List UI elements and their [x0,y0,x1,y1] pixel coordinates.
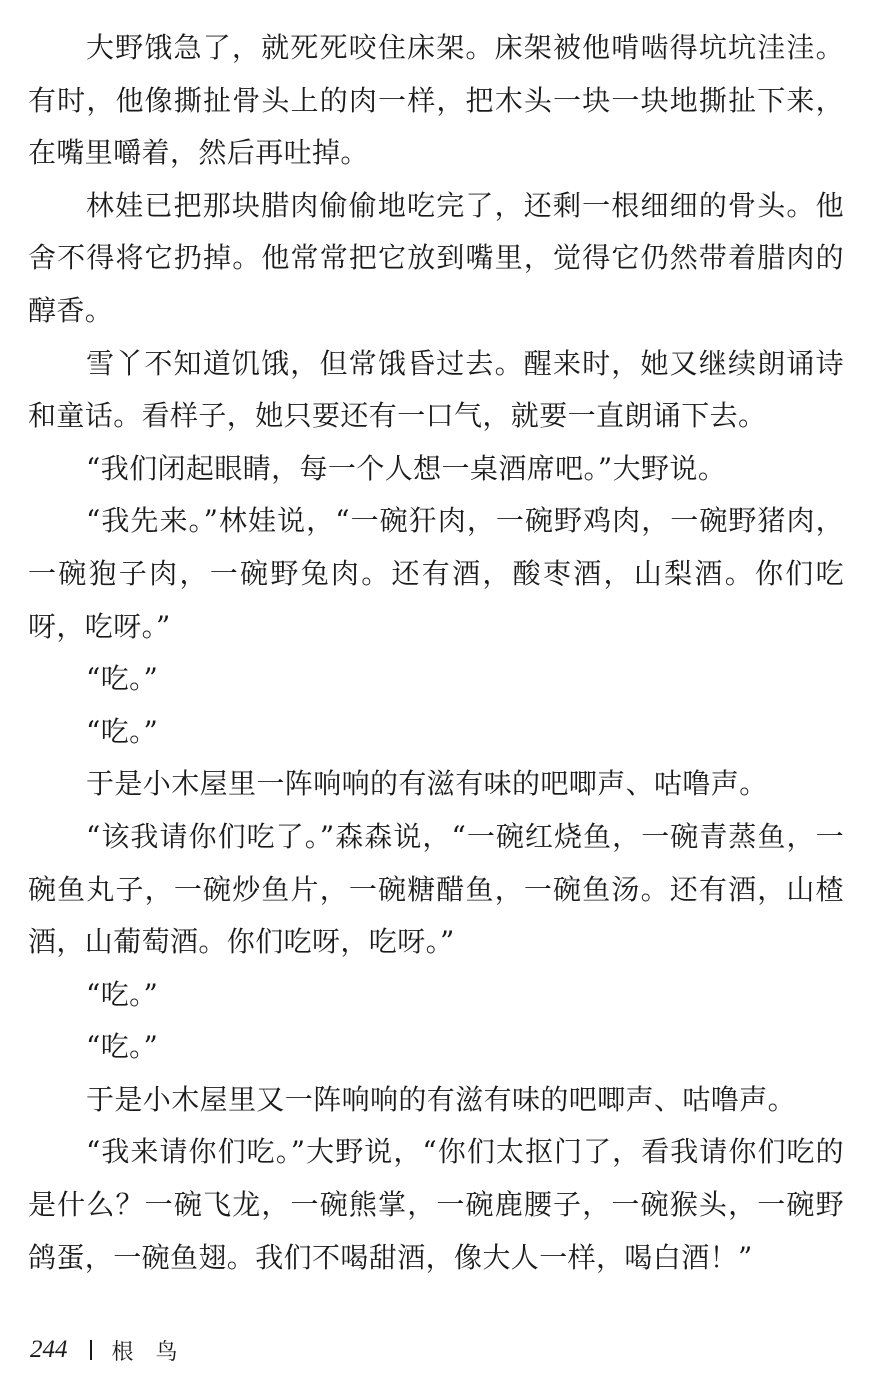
paragraph: 林娃已把那块腊肉偷偷地吃完了，还剩一根细细的骨头。他舍不得将它扔掉。他常常把它放到嘴里，觉得它仍然带着腊肉的醇香。 [28,188,844,327]
paragraph: 雪丫不知道饥饿，但常饿昏过去。醒来时，她又继续朗诵诗和童话。看样子，她只要还有一口气，就要一直朗诵下去。 [28,346,844,433]
paragraph: “我来请你们吃。”大野说，“你们太抠门了，看我请你们吃的是什么？一碗飞龙，一碗熊掌，一碗鹿腰子，一碗猴头，一碗野鸽蛋，一碗鱼翅。我们不喝甜酒，像大人一样，喝白酒！” [28,1135,844,1274]
paragraph: “吃。” [86,714,159,748]
paragraph: 于是小木屋里一阵响响的有滋有味的吧唧声、咕噜声。 [86,767,768,801]
page-footer [30,1330,200,1370]
paragraph: “我先来。”林娃说，“一碗犴肉，一碗野鸡肉，一碗野猪肉，一碗狍子肉，一碗野兔肉。还有酒，酸枣酒，山梨酒。你们吃呀，吃呀。” [28,504,844,643]
footer-divider [90,1340,92,1360]
paragraph: “我们闭起眼睛，每一个人想一桌酒席吧。”大野说。 [86,451,727,485]
paragraph: “该我请你们吃了。”森森说，“一碗红烧鱼，一碗青蒸鱼，一碗鱼丸子，一碗炒鱼片，一碗糖醋鱼，一碗鱼汤。还有酒，山楂酒，山葡萄酒。你们吃呀，吃呀。” [28,819,844,959]
paragraph: 于是小木屋里又一阵响响的有滋有味的吧唧声、咕噜声。 [86,1082,797,1116]
book-title: 根鸟 [111,1339,200,1365]
paragraph: “吃。” [86,977,159,1011]
paragraph: “吃。” [86,1030,159,1064]
paragraph: “吃。” [86,662,159,696]
page-number: 244 [30,1336,68,1363]
page-body [28,22,844,1284]
paragraph: 大野饿急了，就死死咬住床架。床架被他啃啮得坑坑洼洼。有时，他像撕扯骨头上的肉一样，把木头一块一块地撕扯下来，在嘴里嚼着，然后再吐掉。 [28,31,844,170]
